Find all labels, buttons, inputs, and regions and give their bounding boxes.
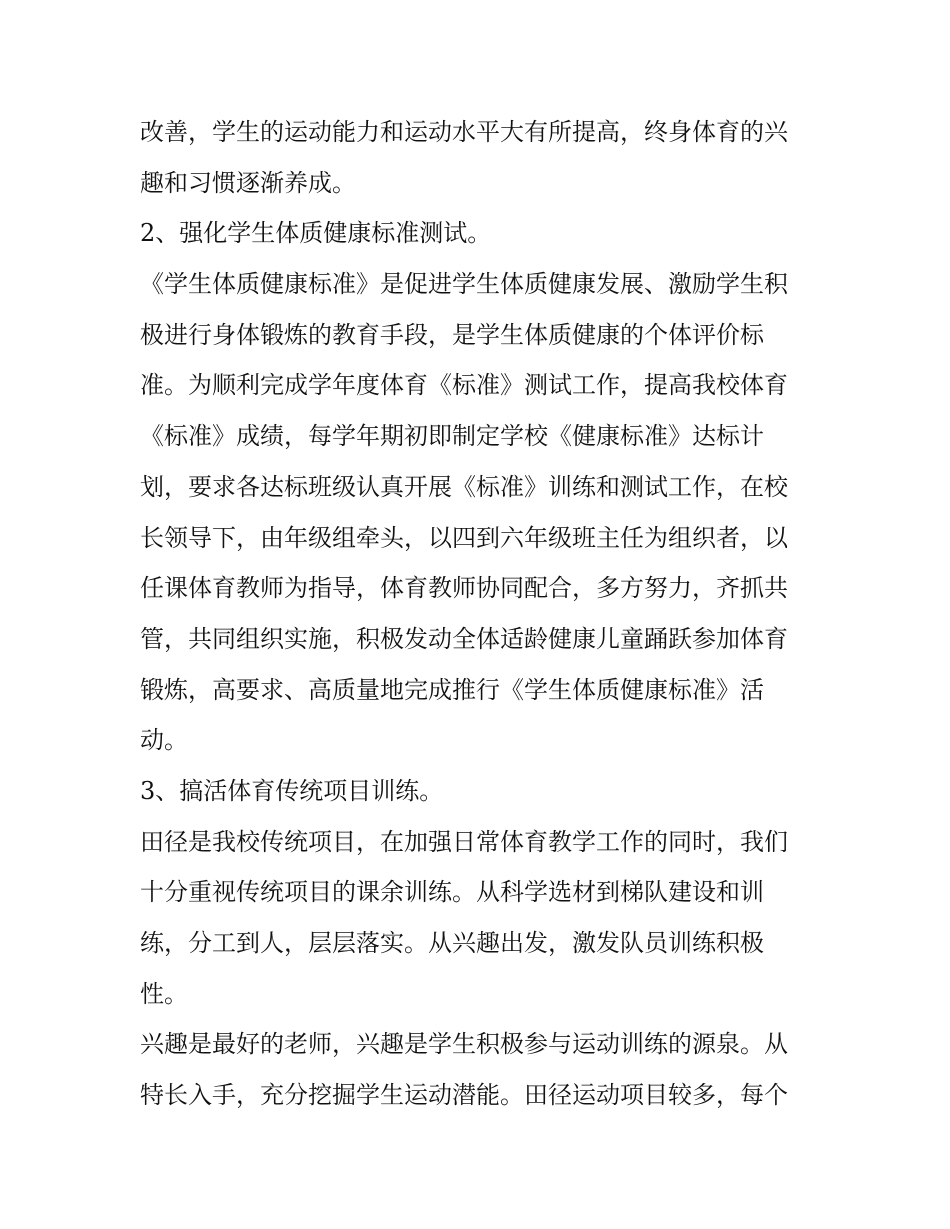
text-line: 极进行身体锻炼的教育手段，是学生体质健康的个体评价标 bbox=[140, 320, 764, 349]
text-line: 特长入手，充分挖掘学生运动潜能。田径运动项目较多，每个 bbox=[140, 1081, 788, 1110]
text-line: 十分重视传统项目的课余训练。从科学选材到梯队建设和训 bbox=[140, 878, 764, 907]
text-line: 《标准》成绩，每学年期初即制定学校《健康标准》达标计 bbox=[140, 422, 764, 451]
text-line: 改善，学生的运动能力和运动水平大有所提高，终身体育的兴 bbox=[140, 118, 788, 146]
body-text bbox=[140, 107, 830, 1121]
text-line: 管，共同组织实施，积极发动全体适龄健康儿童踊跃参加体育 bbox=[140, 624, 788, 653]
section-heading: 3、搞活体育传统项目训练。 bbox=[140, 776, 444, 805]
text-line: 划，要求各达标班级认真开展《标准》训练和测试工作，在校 bbox=[140, 472, 788, 501]
text-line: 动。 bbox=[140, 726, 188, 755]
text-line: 锻炼，高要求、高质量地完成推行《学生体质健康标准》活 bbox=[140, 675, 764, 704]
text-line: 趣和习惯逐渐养成。 bbox=[140, 168, 356, 197]
text-line: 田径是我校传统项目，在加强日常体育教学工作的同时，我们 bbox=[140, 827, 788, 856]
section-heading: 2、强化学生体质健康标准测试。 bbox=[140, 219, 492, 248]
text-line: 《学生体质健康标准》是促进学生体质健康发展、激励学生积 bbox=[140, 270, 788, 299]
text-line: 任课体育教师为指导，体育教师协同配合，多方努力，齐抓共 bbox=[140, 574, 788, 603]
text-line: 性。 bbox=[140, 979, 188, 1008]
text-line: 准。为顺利完成学年度体育《标准》测试工作，提高我校体育 bbox=[140, 371, 788, 400]
text-line: 长领导下，由年级组牵头，以四到六年级班主任为组织者，以 bbox=[140, 523, 788, 552]
text-line: 练，分工到人，层层落实。从兴趣出发，激发队员训练积极 bbox=[140, 929, 764, 957]
text-line: 兴趣是最好的老师，兴趣是学生积极参与运动训练的源泉。从 bbox=[140, 1030, 788, 1059]
